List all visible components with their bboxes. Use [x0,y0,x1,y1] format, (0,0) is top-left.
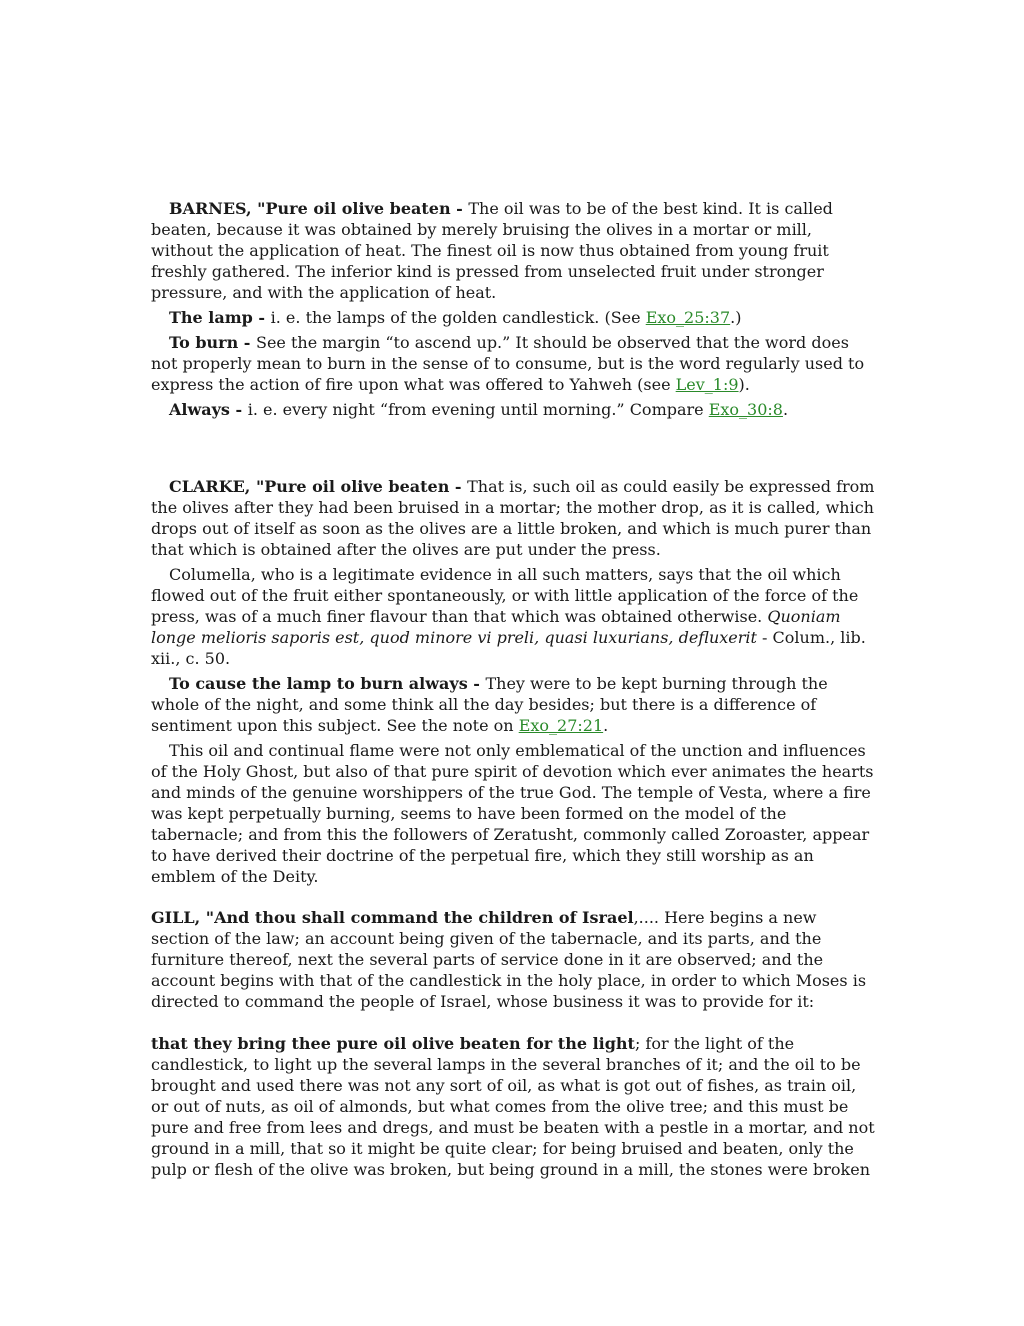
scripture-link-exo-25-37[interactable]: Exo_25:37 [645,308,731,327]
clarke-paragraph-4 [151,740,875,887]
barnes-text-3: See the margin “to ascend up.” It should be observed that the word does not properly mean to burn in the sense of to consume, but is the word regularly used to express the action of fire upon what was offered to Yahweh (see [151,333,865,394]
gill-text-1: ,.... Here begins a new section of the law; an account being given of the tabernacle, and its parts, and the furniture thereof, next the several parts of service done in it are observed; and the account begins with that of the candlestick in the holy place, in order to which Moses is directed to command the people of Israel, whose business it was to provide for it: [151,908,867,1011]
gill-paragraph-2 [151,1033,875,1180]
barnes-text-1: The oil was to be of the best kind. It is called beaten, because it was obtained by merely bruising the olives in a mortar or mill, without the application of heat. The finest oil is now thus obtained from young fruit freshly gathered. The inferior kind is pressed from unselected fruit under stronger pressure, and with the application of heat. [151,199,833,302]
scripture-link-exo-27-21[interactable]: Exo_27:21 [518,716,604,735]
clarke-paragraph-3 [151,673,875,736]
clarke-term-lamp-burn: To cause the lamp to burn always - [169,674,486,693]
barnes-term-lamp: The lamp - [169,308,271,327]
clarke-latin-quote: Quoniam longe melioris saporis est, quod minore vi preli, quasi luxurians, defluxerit [151,607,841,647]
barnes-text-2: i. e. the lamps of the golden candlestick. (See [270,308,646,327]
barnes-term-always: Always - [169,400,248,419]
clarke-text-2-tail: - Colum., lib. xii., c. 50. [151,628,866,668]
barnes-paragraph-4 [151,399,875,420]
clarke-text-3: They were to be kept burning through the whole of the night, and some think all the day besides; but there is a difference of sentiment upon this subject. See the note on [151,674,828,735]
gill-paragraph-1 [151,907,875,1012]
barnes-heading: BARNES, "Pure oil olive beaten - [169,199,469,218]
clarke-text-3-tail: . [603,716,609,735]
scripture-link-exo-30-8[interactable]: Exo_30:8 [708,400,783,419]
clarke-text-2: Columella, who is a legitimate evidence in all such matters, says that the oil which flowed out of the fruit either spontaneously, or with little application of the force of the press, was of a much finer flavour than that which was obtained otherwise. [151,565,859,626]
barnes-text-3-tail: ). [738,375,750,394]
barnes-text-2-tail: .) [730,308,742,327]
barnes-paragraph-1 [151,198,875,303]
barnes-paragraph-3 [151,332,875,395]
clarke-paragraph-1 [151,476,875,560]
barnes-term-burn: To burn - [169,333,256,352]
gill-term-oil-light: that they bring thee pure oil olive beaten for the light [151,1034,635,1053]
clarke-heading: CLARKE, "Pure oil olive beaten - [169,477,468,496]
barnes-text-4: i. e. every night “from evening until morning.” Compare [247,400,709,419]
barnes-paragraph-2 [151,307,875,328]
clarke-paragraph-2 [151,564,875,669]
clarke-text-1: That is, such oil as could easily be expressed from the olives after they had been bruised in a mortar; the mother drop, as it is called, which drops out of itself as soon as the olives are a little broken, and which is much purer than that which is obtained after the olives are put under the press. [151,477,875,559]
barnes-text-4-tail: . [782,400,789,419]
scripture-link-lev-1-9[interactable]: Lev_1:9 [675,375,739,394]
clarke-text-4: This oil and continual flame were not only emblematical of the unction and influences of the Holy Ghost, but also of that pure spirit of devotion which ever animates the hearts and minds of the genuine worshippers of the true God. The temple of Vesta, where a fire was kept perpetually burning, seems to have been formed on the model of the tabernacle; and from this the followers of Zeratusht, commonly called Zoroaster, appear to have derived their doctrine of the perpetual fire, which they still worship as an emblem of the Deity. [151,741,874,886]
gill-heading: GILL, "And thou shall command the children of Israel [151,908,634,927]
document-page [151,198,875,1180]
gill-text-2: ; for the light of the candlestick, to light up the several lamps in the several branches of it; and the oil to be brought and used there was not any sort of oil, as what is got out of fishes, as train oil, or out of nuts, as oil of almonds, but what comes from the olive tree; and this must be pure and free from lees and dregs, and must be beaten with a pestle in a mortar, and not ground in a mill, that so it might be quite clear; for being bruised and beaten, only the pulp or flesh of the olive was broken, but being ground in a mill, the stones were broken [151,1034,875,1179]
